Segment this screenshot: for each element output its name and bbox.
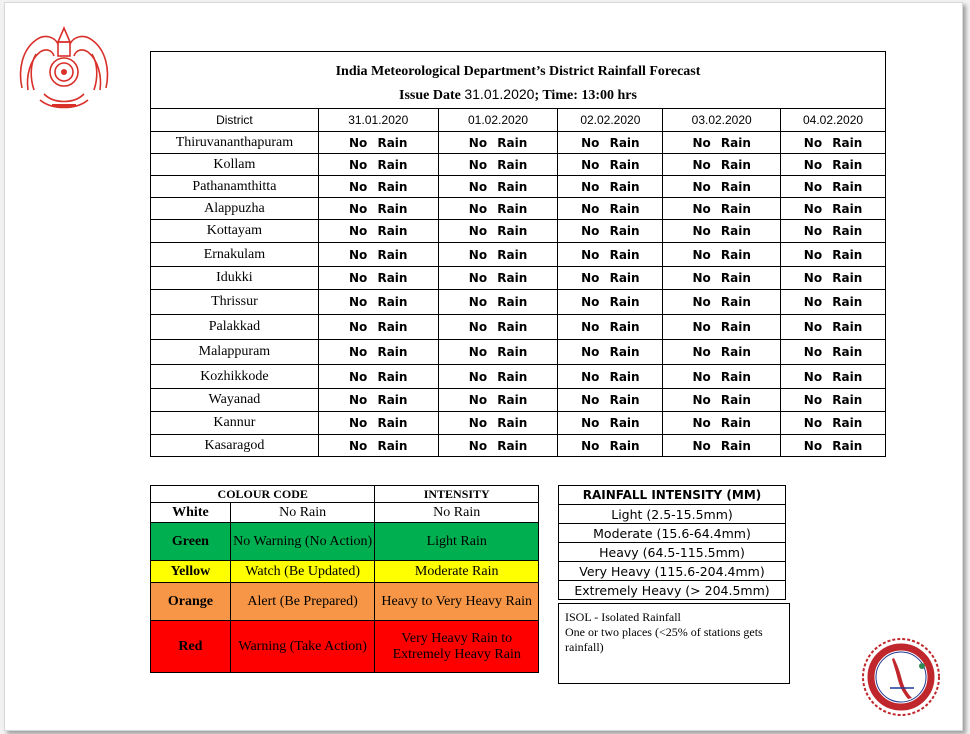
- colour-meaning: Watch (Be Updated): [230, 561, 375, 583]
- colour-meaning: Warning (Take Action): [230, 621, 375, 673]
- forecast-cell: No Rain: [558, 290, 663, 315]
- table-row: [151, 340, 886, 365]
- forecast-cell: No Rain: [558, 365, 663, 389]
- forecast-cell: No Rain: [318, 315, 438, 340]
- forecast-cell: No Rain: [663, 412, 781, 435]
- colour-intensity: Very Heavy Rain to Extremely Heavy Rain: [375, 621, 539, 673]
- forecast-cell: No Rain: [318, 220, 438, 243]
- district-cell: Malappuram: [151, 340, 319, 365]
- table-row: [151, 220, 886, 243]
- forecast-cell: No Rain: [438, 220, 558, 243]
- table-row: [151, 435, 886, 457]
- district-cell: Kasaragod: [151, 435, 319, 457]
- forecast-cell: No Rain: [781, 389, 886, 412]
- table-row: [151, 154, 886, 176]
- intensity-item: Extremely Heavy (> 204.5mm): [559, 581, 786, 600]
- intensity-item: Very Heavy (115.6-204.4mm): [559, 562, 786, 581]
- colour-code-header-row: [151, 486, 539, 503]
- forecast-cell: No Rain: [663, 176, 781, 198]
- forecast-cell: No Rain: [438, 154, 558, 176]
- forecast-cell: No Rain: [438, 340, 558, 365]
- colour-code-table: [150, 485, 539, 673]
- forecast-cell: No Rain: [318, 243, 438, 267]
- forecast-cell: No Rain: [318, 412, 438, 435]
- column-header: District: [151, 109, 319, 132]
- forecast-cell: No Rain: [663, 290, 781, 315]
- district-cell: Kollam: [151, 154, 319, 176]
- district-cell: Pathanamthitta: [151, 176, 319, 198]
- forecast-cell: No Rain: [318, 389, 438, 412]
- forecast-cell: No Rain: [558, 243, 663, 267]
- intensity-item: Light (2.5-15.5mm): [559, 505, 786, 524]
- forecast-cell: No Rain: [558, 435, 663, 457]
- district-cell: Idukki: [151, 267, 319, 290]
- forecast-cell: No Rain: [318, 176, 438, 198]
- table-row: [151, 132, 886, 154]
- district-cell: Palakkad: [151, 315, 319, 340]
- forecast-cell: No Rain: [558, 389, 663, 412]
- column-header: 03.02.2020: [663, 109, 781, 132]
- colour-meaning: Alert (Be Prepared): [230, 583, 375, 621]
- forecast-cell: No Rain: [318, 435, 438, 457]
- rainfall-intensity-title: RAINFALL INTENSITY (MM): [559, 486, 786, 505]
- table-row: [151, 198, 886, 220]
- district-cell: Kottayam: [151, 220, 319, 243]
- district-cell: Alappuzha: [151, 198, 319, 220]
- forecast-cell: No Rain: [318, 198, 438, 220]
- forecast-cell: No Rain: [558, 340, 663, 365]
- forecast-cell: No Rain: [438, 267, 558, 290]
- column-header: 01.02.2020: [438, 109, 558, 132]
- forecast-cell: No Rain: [558, 198, 663, 220]
- forecast-cell: No Rain: [438, 412, 558, 435]
- forecast-cell: No Rain: [781, 154, 886, 176]
- colour-name: Green: [151, 523, 231, 561]
- forecast-cell: No Rain: [438, 132, 558, 154]
- forecast-cell: No Rain: [663, 267, 781, 290]
- forecast-cell: No Rain: [781, 435, 886, 457]
- forecast-cell: No Rain: [781, 340, 886, 365]
- colour-intensity: Moderate Rain: [375, 561, 539, 583]
- table-row: [151, 389, 886, 412]
- forecast-cell: No Rain: [318, 340, 438, 365]
- forecast-cell: No Rain: [663, 198, 781, 220]
- forecast-cell: No Rain: [438, 198, 558, 220]
- forecast-cell: No Rain: [318, 132, 438, 154]
- forecast-cell: No Rain: [781, 290, 886, 315]
- district-cell: Kozhikkode: [151, 365, 319, 389]
- forecast-cell: No Rain: [558, 315, 663, 340]
- colour-name: Red: [151, 621, 231, 673]
- forecast-table: [150, 51, 886, 457]
- district-cell: Thrissur: [151, 290, 319, 315]
- colour-code-row: [151, 583, 539, 621]
- forecast-title: India Meteorological Department’s District Rainfall Forecast: [151, 52, 886, 83]
- table-row: [151, 243, 886, 267]
- issue-date-line: [151, 82, 886, 109]
- intensity-item: Moderate (15.6-64.4mm): [559, 524, 786, 543]
- column-header: 02.02.2020: [558, 109, 663, 132]
- forecast-cell: No Rain: [663, 389, 781, 412]
- forecast-cell: No Rain: [318, 365, 438, 389]
- table-row: [151, 412, 886, 435]
- district-cell: Kannur: [151, 412, 319, 435]
- forecast-cell: No Rain: [663, 340, 781, 365]
- forecast-cell: No Rain: [438, 435, 558, 457]
- table-row: [151, 290, 886, 315]
- colour-name: Yellow: [151, 561, 231, 583]
- forecast-cell: No Rain: [438, 315, 558, 340]
- forecast-cell: No Rain: [781, 220, 886, 243]
- forecast-cell: No Rain: [318, 154, 438, 176]
- colour-code-header: COLOUR CODE: [151, 486, 375, 503]
- colour-intensity: No Rain: [375, 503, 539, 523]
- forecast-cell: No Rain: [781, 243, 886, 267]
- intensity-header: INTENSITY: [375, 486, 539, 503]
- district-cell: Thiruvananthapuram: [151, 132, 319, 154]
- forecast-cell: No Rain: [558, 132, 663, 154]
- forecast-cell: No Rain: [781, 412, 886, 435]
- colour-intensity: Heavy to Very Heavy Rain: [375, 583, 539, 621]
- forecast-cell: No Rain: [663, 154, 781, 176]
- forecast-cell: No Rain: [663, 243, 781, 267]
- colour-name: Orange: [151, 583, 231, 621]
- intensity-item: Heavy (64.5-115.5mm): [559, 543, 786, 562]
- district-cell: Wayanad: [151, 389, 319, 412]
- forecast-cell: No Rain: [663, 220, 781, 243]
- forecast-cell: No Rain: [781, 176, 886, 198]
- forecast-cell: No Rain: [438, 243, 558, 267]
- issue-label: Issue Date: [399, 88, 461, 103]
- colour-code-row: [151, 503, 539, 523]
- forecast-cell: No Rain: [663, 132, 781, 154]
- isol-note-line1: ISOL - Isolated Rainfall: [565, 610, 681, 624]
- colour-code-row: [151, 523, 539, 561]
- forecast-cell: No Rain: [438, 176, 558, 198]
- forecast-cell: No Rain: [318, 267, 438, 290]
- forecast-cell: No Rain: [663, 365, 781, 389]
- forecast-cell: No Rain: [663, 315, 781, 340]
- forecast-cell: No Rain: [318, 290, 438, 315]
- district-cell: Ernakulam: [151, 243, 319, 267]
- forecast-cell: No Rain: [558, 412, 663, 435]
- table-row: [151, 267, 886, 290]
- forecast-cell: No Rain: [558, 267, 663, 290]
- forecast-cell: No Rain: [781, 267, 886, 290]
- column-header: 04.02.2020: [781, 109, 886, 132]
- forecast-cell: No Rain: [558, 154, 663, 176]
- isol-note-line2: One or two places (<25% of stations gets rainfall): [565, 625, 763, 654]
- column-header: 31.01.2020: [318, 109, 438, 132]
- isol-note: [558, 603, 790, 684]
- ksdma-logo-icon: [860, 636, 942, 718]
- forecast-cell: No Rain: [781, 198, 886, 220]
- forecast-cell: No Rain: [438, 365, 558, 389]
- table-row: [151, 315, 886, 340]
- forecast-cell: No Rain: [438, 290, 558, 315]
- issue-time: ; Time: 13:00 hrs: [534, 88, 637, 103]
- issue-date: 31.01.2020: [464, 86, 535, 102]
- colour-intensity: Light Rain: [375, 523, 539, 561]
- forecast-cell: No Rain: [781, 365, 886, 389]
- table-row: [151, 176, 886, 198]
- forecast-cell: No Rain: [663, 435, 781, 457]
- forecast-cell: No Rain: [781, 315, 886, 340]
- kerala-state-emblem-icon: [14, 20, 114, 112]
- colour-code-row: [151, 621, 539, 673]
- rainfall-intensity-table: [558, 485, 786, 600]
- forecast-cell: No Rain: [558, 220, 663, 243]
- colour-code-row: [151, 561, 539, 583]
- colour-meaning: No Warning (No Action): [230, 523, 375, 561]
- forecast-cell: No Rain: [558, 176, 663, 198]
- table-row: [151, 365, 886, 389]
- colour-meaning: No Rain: [230, 503, 375, 523]
- forecast-cell: No Rain: [781, 132, 886, 154]
- forecast-header-row: [151, 109, 886, 132]
- colour-name: White: [151, 503, 231, 523]
- forecast-cell: No Rain: [438, 389, 558, 412]
